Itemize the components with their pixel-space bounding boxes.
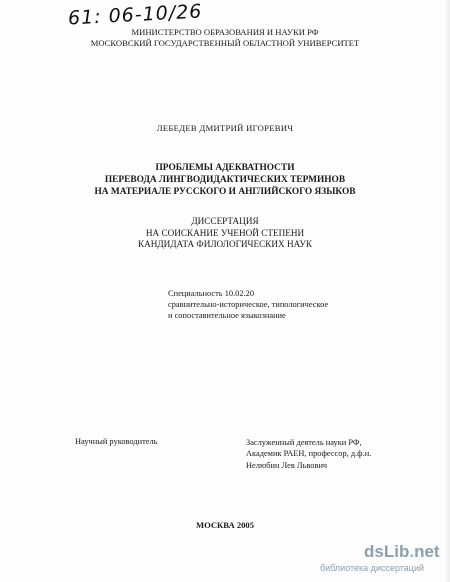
title-line-3: НА МАТЕРИАЛЕ РУССКОГО И АНГЛИЙСКОГО ЯЗЫКОВ [94, 187, 356, 197]
specialty-block [168, 288, 328, 321]
watermark-logo-dot: . [409, 542, 415, 561]
degree-line-1: ДИССЕРТАЦИЯ [191, 216, 259, 226]
watermark-logo [364, 542, 440, 562]
watermark-logo-left: dsLib [364, 542, 410, 561]
supervisor-label: Научный руководитель [75, 437, 158, 446]
supervisor-name: Нелюбин Лев Львович [246, 460, 328, 470]
university-line: МОСКОВСКИЙ ГОСУДАРСТВЕННЫЙ ОБЛАСТНОЙ УНИВЕРСИТЕТ [90, 37, 360, 48]
ministry-header [0, 27, 450, 48]
ministry-line: МИНИСТЕРСТВО ОБРАЗОВАНИЯ И НАУКИ РФ [131, 27, 319, 37]
supervisor-info [246, 437, 371, 471]
watermark-tagline: библиотека диссертаций [320, 563, 425, 573]
specialty-code: Специальность 10.02.20 [168, 289, 255, 298]
supervisor-title-1: Заслуженный деятель науки РФ, [246, 438, 362, 447]
degree-line-2: НА СОИСКАНИЕ УЧЕНОЙ СТЕПЕНИ [145, 227, 305, 238]
specialty-description-2: и сопоставительное языкознание [168, 311, 286, 320]
dissertation-title [0, 162, 450, 198]
specialty-description-1: сравнительно-историческое, типологическое [168, 300, 329, 309]
title-line-1: ПРОБЛЕМЫ АДЕКВАТНОСТИ [155, 163, 295, 173]
title-line-2: ПЕРЕВОДА ЛИНГВОДИДАКТИЧЕСКИХ ТЕРМИНОВ [104, 175, 346, 185]
supervisor-title-2: Академик РАЕН, профессор, д.ф.н. [246, 449, 372, 459]
archive-code-handwritten: 61: 06-10/26 [67, 0, 203, 30]
city-year: МОСКВА 2005 [195, 520, 255, 530]
degree-line-3: КАНДИДАТА ФИЛОЛОГИЧЕСКИХ НАУК [137, 239, 313, 249]
author-name: ЛЕБЕДЕВ ДМИТРИЙ ИГОРЕВИЧ [156, 123, 294, 133]
degree-statement [0, 216, 450, 251]
dslib-watermark [320, 542, 444, 576]
scan-edge-shadow [444, 0, 450, 582]
watermark-logo-right: net [414, 542, 440, 561]
